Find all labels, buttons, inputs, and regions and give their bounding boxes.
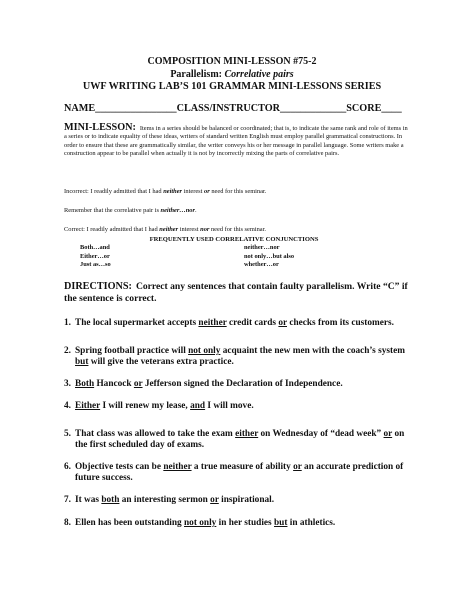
question-text — [64, 318, 414, 329]
question-item — [64, 462, 414, 485]
underlined-conjunction: and — [190, 401, 206, 411]
question-text-segment: credit cards — [226, 318, 279, 328]
question-text-segment: Hancock — [94, 379, 134, 389]
question-text-segment: on Wednesday of “dead week” — [258, 429, 384, 439]
lesson-subtitle: Parallelism: Correlative pairs — [170, 68, 294, 80]
question-text-segment: Ellen has been outstanding — [75, 518, 185, 528]
question-number: 2. — [64, 346, 71, 356]
question-text-segment: will give the veterans extra practice. — [88, 357, 234, 368]
question-text-segment: an accurate prediction of future success. — [75, 462, 404, 484]
underlined-conjunction: but — [75, 357, 89, 368]
question-text — [64, 495, 414, 506]
question-text — [64, 462, 414, 485]
question-text — [64, 379, 414, 390]
conjunction-item: Both…and — [80, 244, 110, 251]
question-text — [64, 401, 414, 412]
question-number: 6. — [64, 462, 71, 472]
question-text-segment: The local supermarket accepts — [75, 318, 199, 328]
underlined-conjunction: or — [293, 462, 302, 472]
question-number: 3. — [64, 379, 71, 389]
underlined-conjunction: not only — [184, 518, 217, 528]
question-text — [64, 518, 414, 529]
underlined-conjunction: not only — [188, 346, 221, 356]
question-item — [64, 495, 414, 506]
underlined-conjunction: or — [133, 379, 143, 389]
correct-example: Correct: I readily admitted that I had neither interest nor need for this seminar. — [64, 226, 267, 233]
question-number: 4. — [64, 401, 71, 411]
conjunction-item: not only…but also — [244, 252, 295, 260]
question-item — [64, 379, 414, 390]
question-text-segment: on the first scheduled day of exams. — [75, 429, 405, 451]
conjunction-item: whether…or — [244, 261, 279, 269]
question-number: 7. — [64, 495, 71, 505]
underlined-conjunction: Either — [75, 401, 101, 411]
name-class-score-line: NAME________________CLASS/INSTRUCTOR_____________SCORE____ — [64, 103, 402, 114]
question-item — [64, 518, 414, 529]
question-text-segment: checks from its customers. — [287, 318, 394, 328]
underlined-conjunction: Both — [75, 379, 95, 389]
question-text-segment: Jefferson signed the Declaration of Independence. — [142, 379, 343, 389]
question-text-segment: Spring football practice will — [75, 346, 189, 356]
document-header — [0, 56, 464, 94]
question-text — [64, 346, 414, 369]
underlined-conjunction: or — [210, 495, 219, 505]
underlined-conjunction: neither — [163, 462, 192, 472]
conjunction-item: Either…or — [80, 252, 110, 260]
question-item — [64, 318, 414, 329]
conjunctions-right-column — [244, 244, 294, 270]
lesson-title: COMPOSITION MINI-LESSON #75-2 — [147, 56, 317, 67]
underlined-conjunction: but — [274, 518, 288, 528]
question-item — [64, 346, 414, 369]
underlined-conjunction: both — [101, 495, 120, 505]
question-text-segment: inspirational. — [218, 495, 275, 505]
directions — [64, 281, 408, 304]
question-text-segment: I will renew my lease, — [100, 401, 191, 411]
directions-label: DIRECTIONS: — [64, 281, 132, 292]
remember-note: Remember that the correlative pair is neither…nor. — [64, 207, 197, 214]
underlined-conjunction: either — [235, 429, 259, 439]
question-number: 5. — [64, 429, 71, 439]
directions-text: Correct any sentences that contain faulty parallelism. Write “C” if the sentence is correct. — [64, 281, 408, 304]
question-text-segment: in athletics. — [287, 518, 336, 528]
question-text-segment: I will move. — [205, 401, 254, 411]
question-number: 8. — [64, 518, 71, 528]
question-text-segment: in her studies — [216, 518, 275, 528]
mini-lesson-label: MINI-LESSON: — [64, 122, 136, 133]
question-number: 1. — [64, 318, 71, 328]
incorrect-example: Incorrect: I readily admitted that I had neither interest or need for this seminar. — [64, 188, 267, 195]
series-title: UWF WRITING LAB’S 101 GRAMMAR MINI-LESSONS SERIES — [82, 81, 382, 92]
underlined-conjunction: or — [383, 429, 393, 439]
question-text-segment: a true measure of ability — [191, 462, 294, 472]
question-text-segment: It was — [75, 495, 102, 505]
mini-lesson-paragraph — [64, 124, 408, 158]
conjunctions-left-column — [80, 244, 111, 270]
question-item — [64, 401, 414, 412]
conjunctions-title: FREQUENTLY USED CORRELATIVE CONJUNCTIONS — [149, 236, 319, 243]
underlined-conjunction: neither — [198, 318, 227, 328]
question-item — [64, 429, 414, 452]
underlined-conjunction: or — [278, 318, 287, 328]
mini-lesson-text: Items in a series should be balanced or coordinated; that is, to indicate the same rank and role of items in a series or to indicate equality of these ideas, writers of standard written English must employ parallel grammatical constructions. In order to ensure that these are grammatically similar, the writer conveys his or her message in parallel language. Some writers make a construction appear to be parallel when actually it is not by incorrectly mixing the parts of correlative pairs. — [64, 125, 408, 157]
conjunction-item: neither…nor — [244, 244, 280, 251]
question-text-segment: acquaint the new men with the coach’s system — [220, 346, 405, 356]
question-text-segment: Objective tests can be — [75, 462, 164, 472]
conjunction-item: Just as…so — [80, 261, 111, 269]
question-text — [64, 429, 414, 452]
question-text-segment: That class was allowed to take the exam — [75, 429, 236, 439]
question-text-segment: an interesting sermon — [119, 495, 211, 505]
